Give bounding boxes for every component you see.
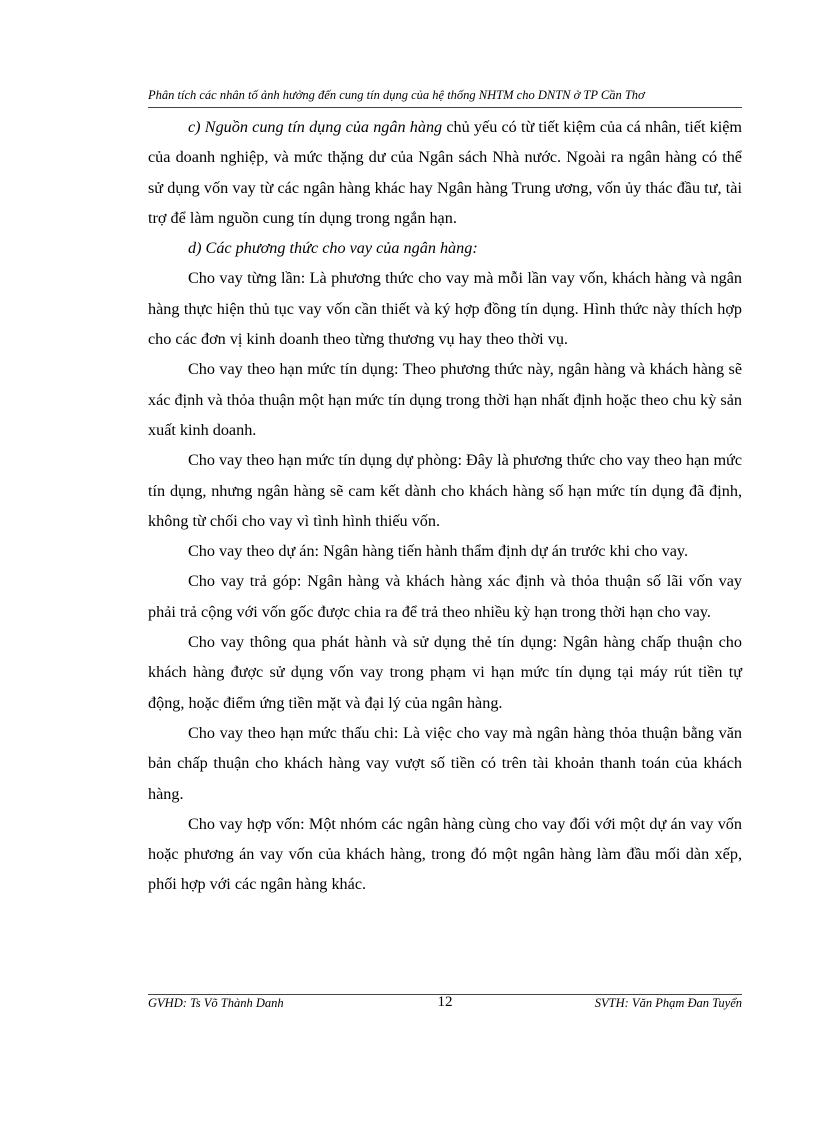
section-heading-d: d) Các phương thức cho vay của ngân hàng:: [188, 239, 478, 258]
running-footer: [148, 996, 742, 1016]
paragraph-loan-method: Cho vay theo dự án: Ngân hàng tiến hành thẩm định dự án trước khi cho vay.: [188, 542, 689, 561]
running-header: Phân tích các nhân tố ảnh hưởng đến cung tín dụng của hệ thống NHTM cho DNTN ở TP Cần Thơ: [148, 88, 742, 108]
paragraph-loan-method: Cho vay theo hạn mức tín dụng: Theo phương thức này, ngân hàng và khách hàng sẽ xác định và thỏa thuận một hạn mức tín dụng trong thời hạn nhất định hoặc theo chu kỳ sản xuất kinh doanh.: [148, 360, 742, 439]
page-number: 12: [437, 994, 453, 1010]
paragraph-loan-method: Cho vay từng lần: Là phương thức cho vay mà mỗi lần vay vốn, khách hàng và ngân hàng thực hiện thủ tục vay vốn cần thiết và ký hợp đồng tín dụng. Hình thức này thích hợp cho các đơn vị kinh doanh theo từng thương vụ hay theo thời vụ.: [148, 269, 742, 349]
footer-advisor: GVHD: Ts Võ Thành Danh: [148, 996, 284, 1010]
footer-student: SVTH: Văn Phạm Đan Tuyển: [594, 996, 742, 1010]
paragraph-credit-supply: [148, 112, 742, 233]
section-heading-c: c) Nguồn cung tín dụng của ngân hàng: [188, 118, 443, 136]
paragraph-loan-method: Cho vay theo hạn mức tín dụng dự phòng: Đây là phương thức cho vay theo hạn mức tín dụng, nhưng ngân hàng sẽ cam kết dành cho khách hàng số hạn mức tín dụng đã định, không từ chối cho vay vì tình hình thiếu vốn.: [148, 451, 742, 530]
paragraph-text: chủ yếu có từ tiết kiệm của cá nhân, tiết kiệm của doanh nghiệp, và mức thặng dư của Ngân sách Nhà nước. Ngoài ra ngân hàng có thể sử dụng vốn vay từ các ngân hàng khác hay Ngân hàng Trung ương, vốn ủy thác đầu tư, tài trợ để làm nguồn cung tín dụng trong ngắn hạn.: [148, 118, 742, 227]
paragraph-loan-method: Cho vay theo hạn mức thấu chi: Là việc cho vay mà ngân hàng thỏa thuận bằng văn bản chấp thuận cho khách hàng vay vượt số tiền có trên tài khoản thanh toán của khách hàng.: [148, 723, 742, 803]
body-text: [148, 112, 742, 900]
paragraph-loan-method: Cho vay hợp vốn: Một nhóm các ngân hàng cùng cho vay đối với một dự án vay vốn hoặc phương án vay vốn của khách hàng, trong đó một ngân hàng làm đầu mối dàn xếp, phối hợp với các ngân hàng khác.: [148, 814, 742, 894]
paragraph-loan-method: Cho vay thông qua phát hành và sử dụng thẻ tín dụng: Ngân hàng chấp thuận cho khách hàng được sử dụng vốn vay trong phạm vi hạn mức tín dụng tại máy rút tiền tự động, hoặc điểm ứng tiền mặt và đại lý của ngân hàng.: [148, 633, 742, 712]
paragraph-loan-method: Cho vay trả góp: Ngân hàng và khách hàng xác định và thỏa thuận số lãi vốn vay phải trả cộng với vốn gốc được chia ra để trả theo nhiều kỳ hạn trong thời hạn cho vay.: [148, 572, 742, 621]
